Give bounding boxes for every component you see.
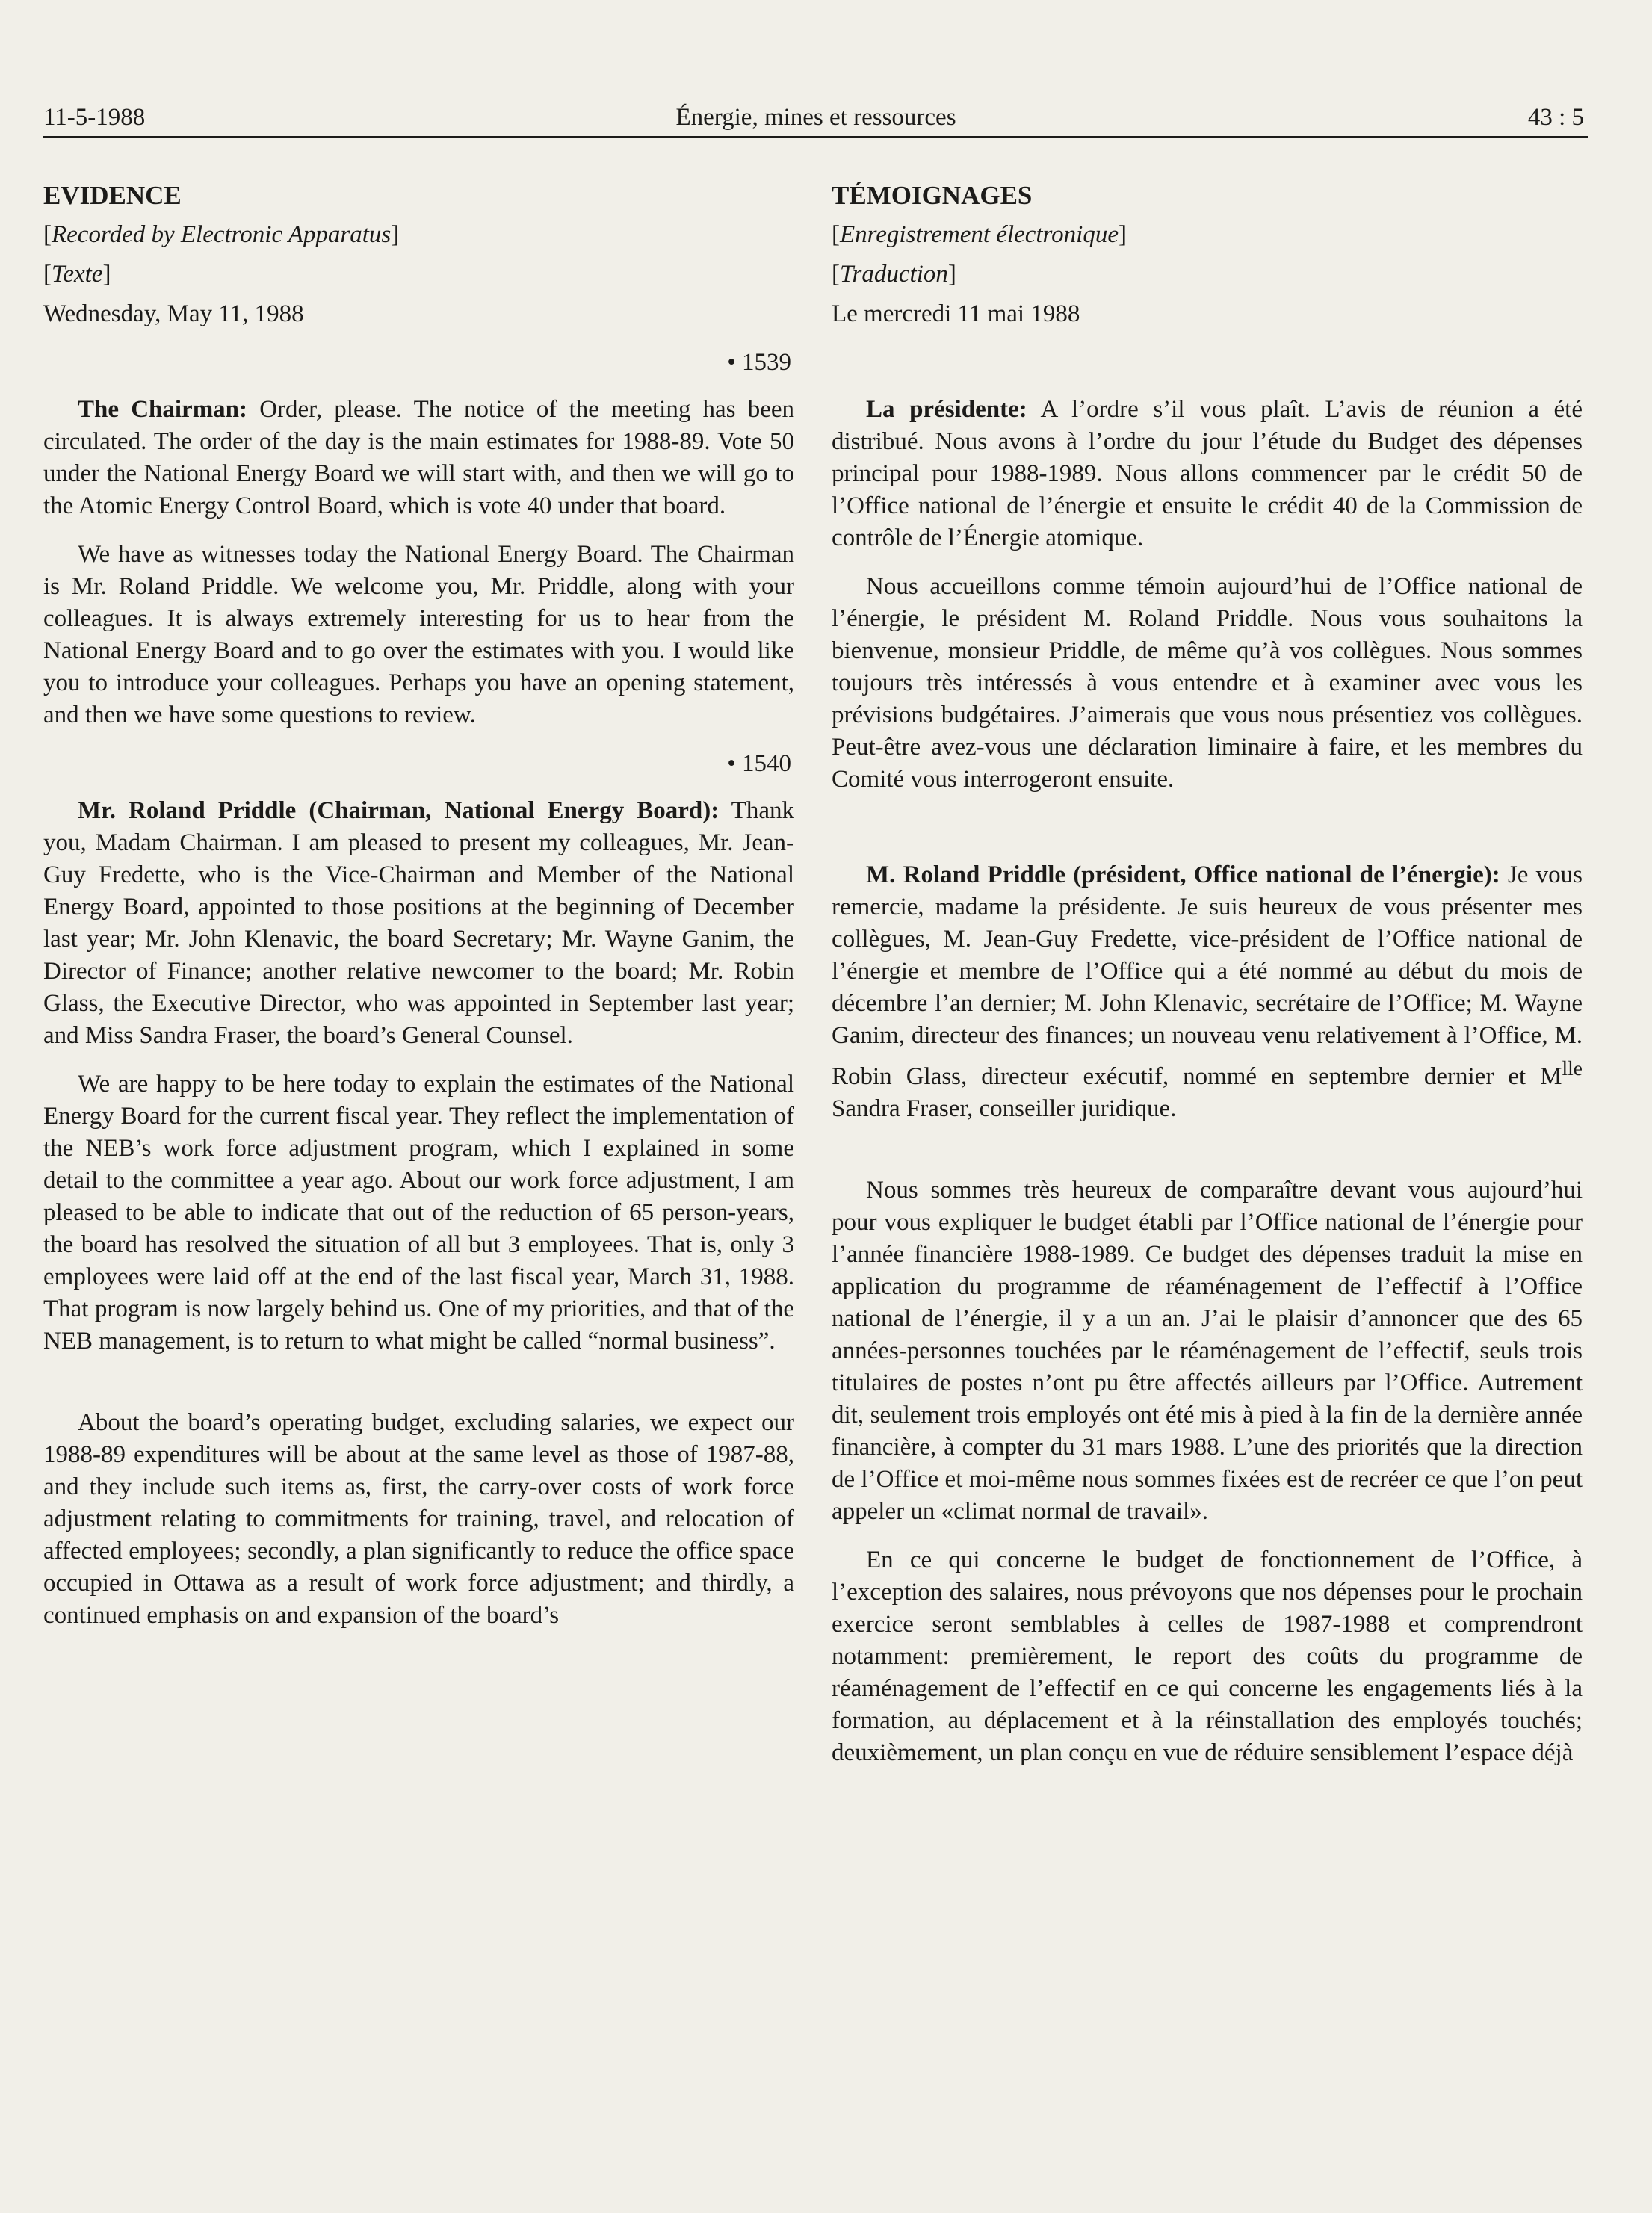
header-page-number: 43 : 5	[1527, 104, 1584, 131]
paragraph-presidente-ouverture	[832, 394, 1583, 554]
paragraph-text: Thank you, Madam Chairman. I am pleased to present my colleagues, Mr. Jean-Guy Fredette, who is the Vice-Chairman and Member of the National Energy Board, appointed to those positions at the beginning of December last year; Mr. John Klenavic, the board Secretary; Mr. Wayne Ganim, the Director of Finance; another relative newcomer to the board; Mr. Robin Glass, the Executive Director, who was appointed in September last year; and Miss Sandra Fraser, the board’s General Counsel.	[43, 797, 794, 1049]
header-date: 11-5-1988	[43, 104, 146, 131]
speaker-name: La présidente:	[866, 396, 1027, 423]
session-date-fr: Le mercredi 11 mai 1988	[832, 300, 1080, 327]
paragraph-temoins: Nous accueillons comme témoin aujourd’hui de l’Office national de l’énergie, le président M. Roland Priddle. Nous vous souhaitons la bienvenue, monsieur Priddle, de même qu’à vos collègues. Nous sommes toujours très intéressés à vous entendre et à examiner avec vous les prévisions budgétaires. J’aimerais que vous nous présentiez vos collègues. Peut-être avez-vous une déclaration liminaire à faire, et les membres du Comité vous interrogeront ensuite.	[832, 573, 1583, 793]
paragraph-text: Order, please. The notice of the meeting has been circulated. The order of the day is the main estimates for 1988-89. Vote 50 under the National Energy Board we will start with, and then we will go to the Atomic Energy Control Board, which is vote 40 under that board.	[43, 396, 794, 519]
superscript-lle: lle	[1562, 1056, 1583, 1080]
paragraph-operating-budget: About the board’s operating budget, excluding salaries, we expect our 1988-89 expenditures will be about at the same level as those of 1987-88, and they include such items as, first, the carry-over costs of work force adjustment relating to commitments for training, travel, and relocation of affected employees; secondly, a plan significantly to reduce the office space occupied in Ottawa as a result of work force adjustment; and thirdly, a continued emphasis on and expansion of the board’s	[43, 1409, 794, 1629]
traduction-note: [ Traduction ]	[832, 259, 1583, 291]
english-column	[43, 173, 794, 1648]
french-column	[832, 173, 1583, 1786]
speaker-name: M. Roland Priddle (président, Office national de l’énergie):	[866, 861, 1500, 888]
paragraph-text: A l’ordre s’il vous plaît. L’avis de réunion a été distribué. Nous avons à l’ordre du jour l’étude du Budget des dépenses principal pour 1988-1989. Nous allons commencer par le crédit 50 de l’Office national de l’énergie et ensuite le crédit 40 de la Commission de contrôle de l’Énergie atomique.	[832, 396, 1583, 551]
time-stamp-1540: • 1540	[727, 750, 791, 777]
speaker-name: Mr. Roland Priddle (Chairman, National Energy Board):	[78, 797, 720, 824]
recorded-note: [ Recorded by Electronic Apparatus ]	[43, 219, 794, 251]
paragraph-chairman-opening	[43, 394, 794, 522]
paragraph-priddle-presentation	[832, 859, 1583, 1125]
paragraph-fonctionnement: En ce qui concerne le budget de fonctionnement de l’Office, à l’exception des salaires, nous prévoyons que nos dépenses pour le prochain exercice seront semblables à celles de 1987-1988 et comprendront notamment: premièrement, le report des coûts du programme de réaménagement de l’effectif en ce qui concerne les engagements liés à la formation, au déplacement et à la réinstallation des employés touchés; deuxièmement, un plan conçu en vue de réduire sensiblement l’espace déjà	[832, 1547, 1583, 1766]
texte-note: [ Texte ]	[43, 259, 794, 291]
paragraph-priddle-intro	[43, 795, 794, 1052]
paragraph-text: Je vous remercie, madame la présidente. Je suis heureux de vous présenter mes collègues, M. Jean-Guy Fredette, vice-président de l’Office national de l’énergie et membre de l’Office qui a été nommé au début du mois de décembre l’an dernier; M. John Klenavic, secrétaire de l’Office; M. Wayne Ganim, directeur des finances; un nouveau venu relativement à l’Office, M. Robin Glass, directeur exécutif, nommé en septembre dernier et M	[832, 861, 1583, 1090]
temoignages-heading: TÉMOIGNAGES	[832, 181, 1033, 210]
evidence-heading: EVIDENCE	[43, 181, 182, 210]
session-date: Wednesday, May 11, 1988	[43, 300, 304, 327]
paragraph-estimates: We are happy to be here today to explain the estimates of the National Energy Board for the current fiscal year. They reflect the implementation of the NEB’s work force adjustment program, which I explained in some detail to the committee a year ago. About our work force adjustment, I am pleased to be able to indicate that out of the reduction of 65 person-years, the board has resolved the situation of all but 3 employees. That is, only 3 employees were laid off at the end of the last fiscal year, March 31, 1988. That program is now largely behind us. One of my priorities, and that of the NEB management, is to return to what might be called “normal business”.	[43, 1071, 794, 1355]
paragraph-text-end: Sandra Fraser, conseiller juridique.	[832, 1095, 1177, 1122]
paragraph-witnesses: We have as witnesses today the National Energy Board. The Chairman is Mr. Roland Priddle. We welcome you, Mr. Priddle, along with your colleagues. It is always extremely interesting for us to hear from the National Energy Board and to go over the estimates with you. I would like you to introduce your colleagues. Perhaps you have an opening statement, and then we have some questions to review.	[43, 541, 794, 728]
paragraph-budget-fr: Nous sommes très heureux de comparaître devant vous aujourd’hui pour vous expliquer le budget établi par l’Office national de l’énergie pour l’année financière 1988-1989. Ce budget des dépenses traduit la mise en application du programme de réaménagement de l’effectif à l’Office national de l’énergie, il y a un an. J’ai le plaisir d’annoncer que des 65 années-personnes touchées par le réaménagement de l’effectif, seuls trois titulaires de postes n’ont pu être affectés ailleurs par l’Office. Autrement dit, seulement trois employés ont été mis à pied à la fin de la dernière année financière, à compter du 31 mars 1988. L’une des priorités que la direction de l’Office et moi-même nous sommes fixées est de recréer ce que l’on peut appeler un «climat normal de travail».	[832, 1177, 1583, 1525]
header-title: Énergie, mines et ressources	[675, 104, 956, 131]
speaker-name: The Chairman:	[78, 396, 248, 423]
enregistrement-note: [ Enregistrement électronique ]	[832, 219, 1583, 251]
page-header	[43, 88, 1588, 138]
time-stamp-1539: • 1539	[727, 349, 791, 376]
